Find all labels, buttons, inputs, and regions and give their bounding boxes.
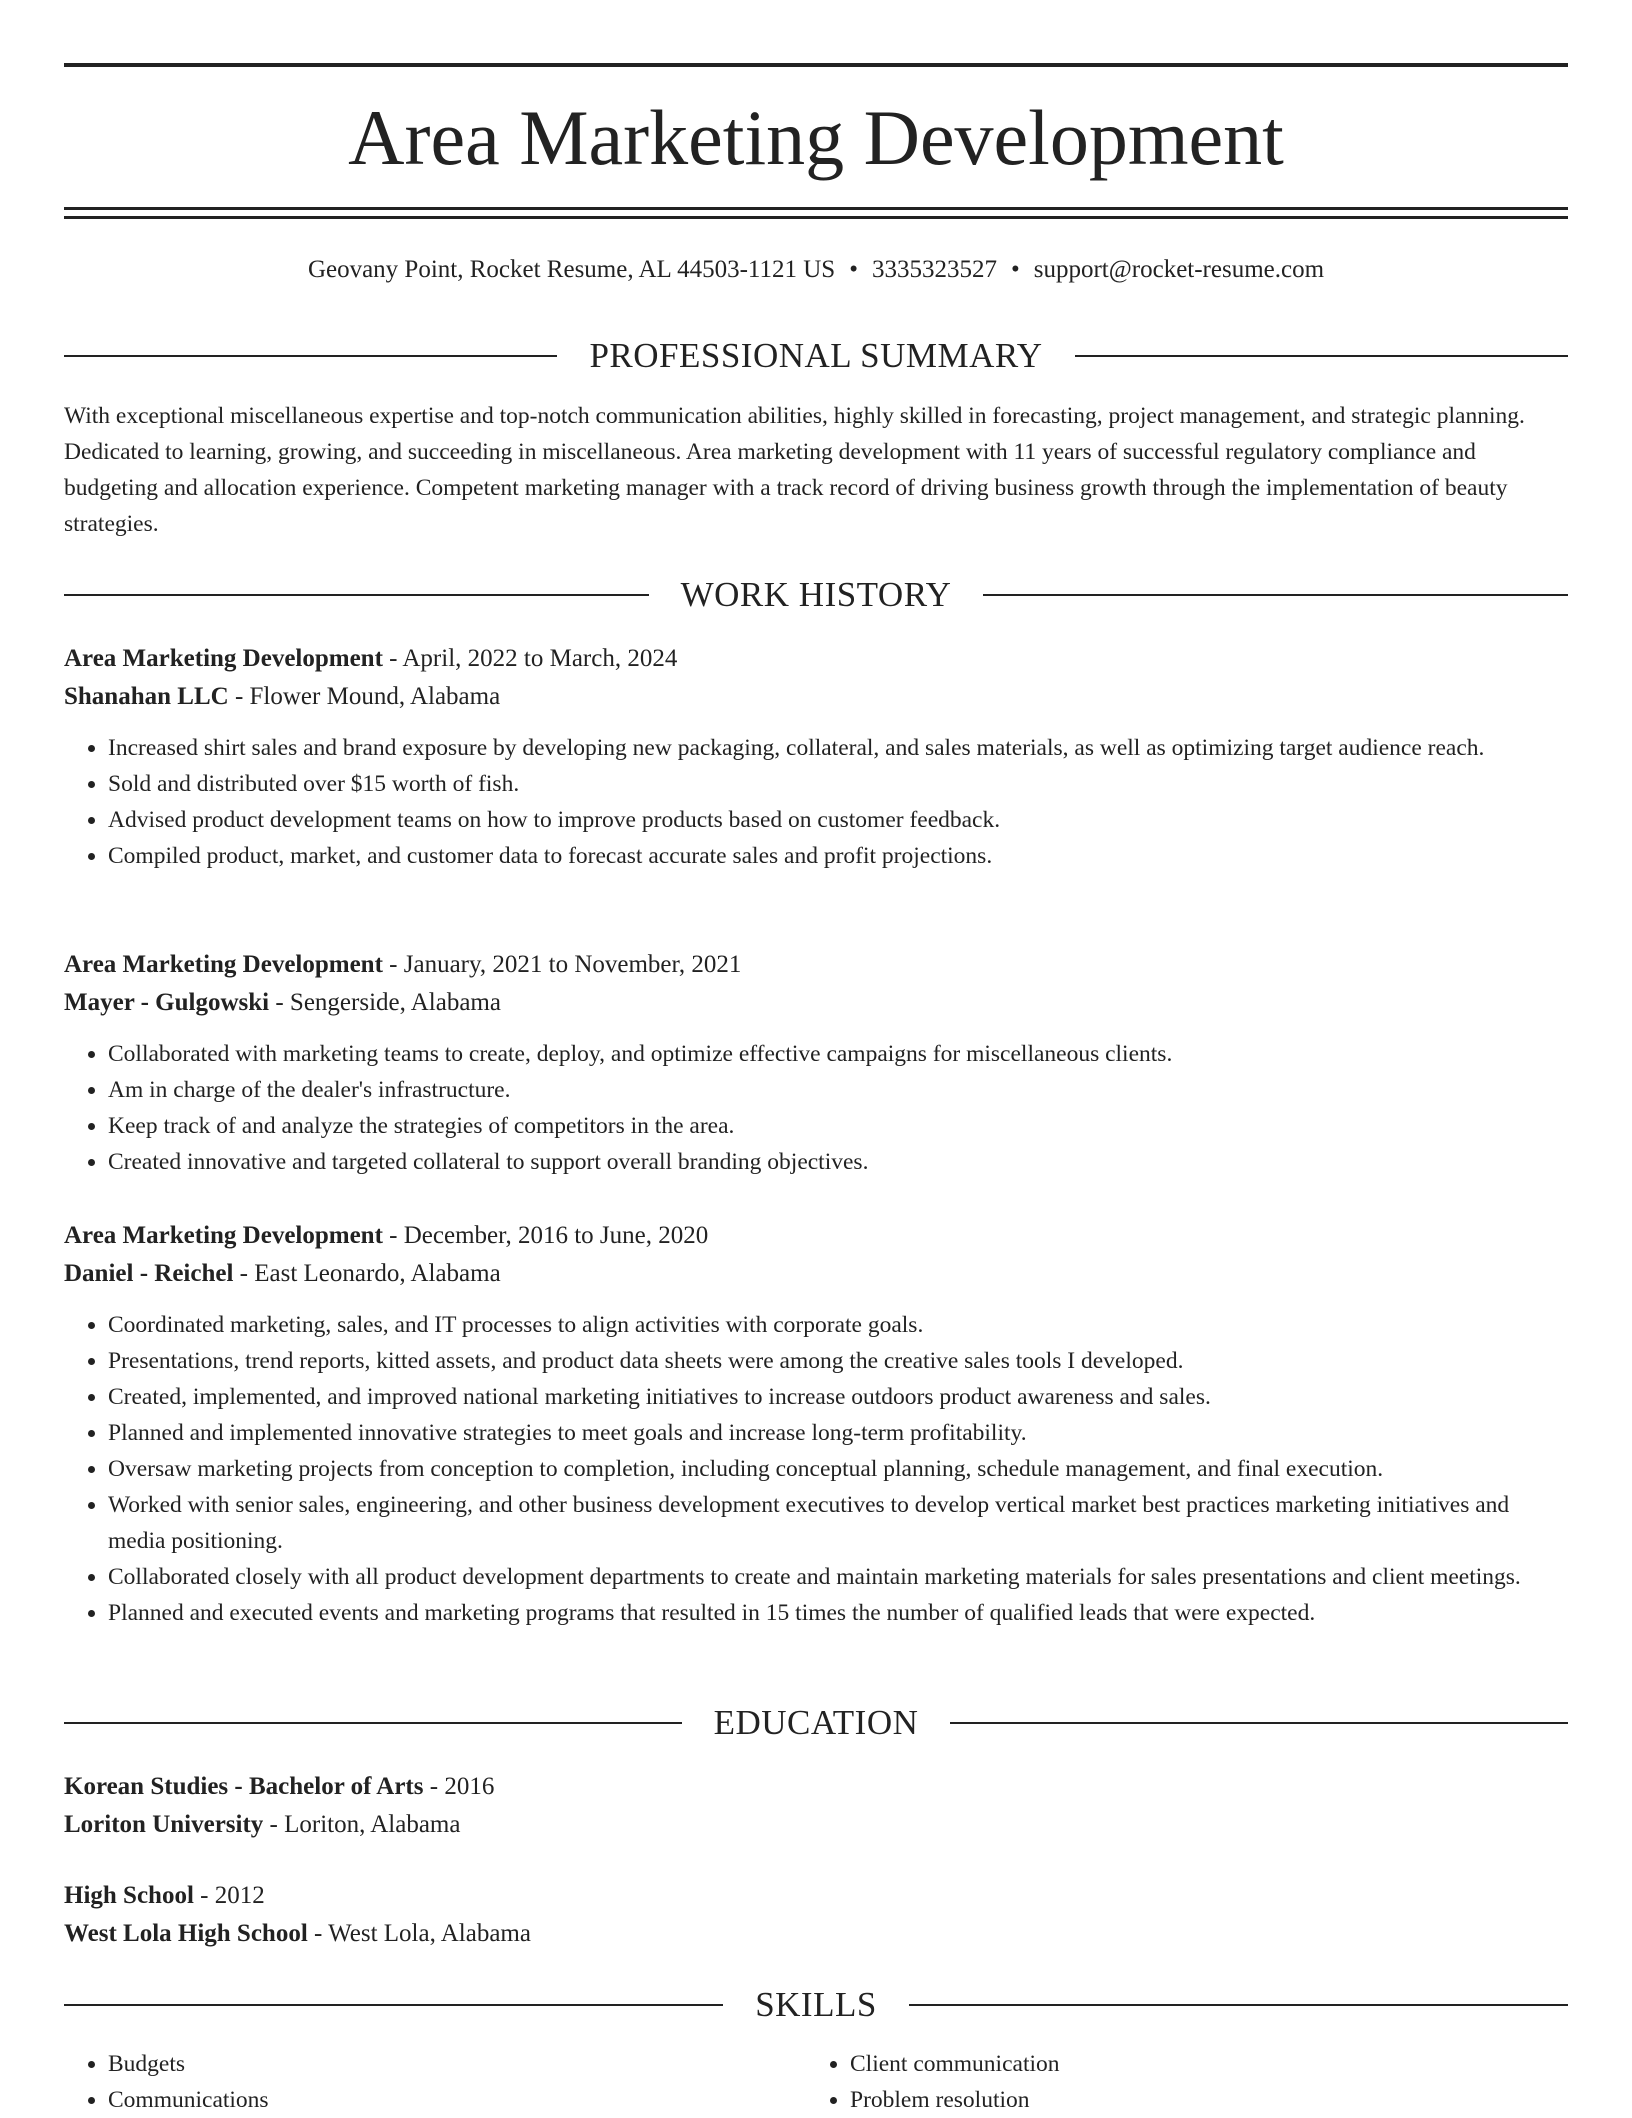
section-rule [64, 1722, 682, 1724]
section-header-summary [64, 334, 1568, 378]
education-location: - Loriton, Alabama [263, 1811, 461, 1838]
section-rule [64, 355, 557, 357]
education-degree-line [64, 1768, 1568, 1806]
job-entry [64, 640, 1568, 874]
contact-phone: 3335323527 [871, 256, 997, 283]
job-location: - East Leonardo, Alabama [233, 1260, 501, 1287]
list-item: • Am in charge of the dealer's infrastructure. [108, 1072, 1568, 1108]
list-item: • Advised product development teams on how to improve products based on customer feedback. [108, 802, 1568, 838]
list-item: • Coordinated marketing, sales, and IT processes to align activities with corporate goals. [108, 1307, 1568, 1343]
list-item: • Collaborated closely with all product development departments to create and maintain marketing materials for sales presentations and client meetings. [108, 1559, 1568, 1595]
job-title-line [64, 640, 1568, 678]
section-rule [950, 1722, 1568, 1724]
education-year: - 2012 [193, 1882, 265, 1909]
section-rule [983, 594, 1568, 596]
job-bullets [64, 730, 1568, 874]
job-entry [64, 1217, 1568, 1631]
list-item: • Keep track of and analyze the strategies of competitors in the area. [108, 1108, 1568, 1144]
skills-column-right [806, 2046, 1548, 2118]
top-rule [64, 63, 1568, 67]
job-title-line [64, 946, 1568, 984]
job-dates: - April, 2022 to March, 2024 [382, 645, 678, 672]
summary-text: With exceptional miscellaneous expertise and top-notch communication abilities, highly skilled in forecasting, project management, and strategic planning. Dedicated to learning, growing, and succeeding in miscellaneous. Area marketing development with 11 years of successful regulatory compliance and budgeting and allocation experience. Competent marketing manager with a track record of driving business growth through the implementation of beauty strategies. [64, 403, 1525, 537]
job-title: Area Marketing Development [64, 951, 383, 978]
job-title-line [64, 1217, 1568, 1255]
job-location: - Flower Mound, Alabama [228, 683, 501, 710]
job-company-line [64, 678, 1568, 716]
skill-item: • Communications [108, 2082, 806, 2118]
job-bullets [64, 1307, 1568, 1631]
list-item: • Worked with senior sales, engineering, and other business development executives to develop vertical market best practices marketing initiatives and media positioning. [108, 1487, 1568, 1559]
education-entry [64, 1768, 1568, 1844]
skills-bullets [64, 2046, 806, 2118]
list-item: • Collaborated with marketing teams to create, deploy, and optimize effective campaigns for miscellaneous clients. [108, 1036, 1568, 1072]
education-school: Loriton University [64, 1811, 264, 1838]
job-title: Area Marketing Development [64, 645, 383, 672]
job-company: Mayer - Gulgowski [64, 989, 270, 1016]
list-item: • Compiled product, market, and customer data to forecast accurate sales and profit projections. [108, 838, 1568, 874]
job-location: - Sengerside, Alabama [269, 989, 501, 1016]
section-title: WORK HISTORY [680, 575, 952, 614]
skills-list [64, 2046, 1568, 2118]
section-rule [1075, 355, 1568, 357]
contact-email: support@rocket-resume.com [1033, 256, 1325, 283]
list-item: • Sold and distributed over $15 worth of fish. [108, 766, 1568, 802]
skill-item: • Problem resolution [850, 2082, 1548, 2118]
double-rule [64, 207, 1568, 219]
education-degree: Korean Studies - Bachelor of Arts [64, 1773, 424, 1800]
resume-name-heading: Area Marketing Development [348, 94, 1284, 181]
education-school: West Lola High School [64, 1920, 308, 1947]
section-title: PROFESSIONAL SUMMARY [589, 336, 1043, 375]
education-location: - West Lola, Alabama [307, 1920, 531, 1947]
job-company: Daniel - Reichel [64, 1260, 234, 1287]
job-title: Area Marketing Development [64, 1222, 383, 1249]
contact-separator: • [1010, 256, 1020, 283]
job-bullets [64, 1036, 1568, 1180]
skills-bullets [806, 2046, 1548, 2118]
contact-address: Geovany Point, Rocket Resume, AL 44503-1121 US [307, 256, 836, 283]
list-item: • Oversaw marketing projects from conception to completion, including conceptual planning, schedule management, and final execution. [108, 1451, 1568, 1487]
section-header-skills [64, 1983, 1568, 2027]
job-company-line [64, 984, 1568, 1022]
section-title: EDUCATION [713, 1703, 919, 1742]
education-degree: High School [64, 1882, 194, 1909]
education-degree-line [64, 1877, 1568, 1915]
section-title: SKILLS [755, 1985, 877, 2024]
list-item: • Increased shirt sales and brand exposure by developing new packaging, collateral, and sales materials, as well as optimizing target audience reach. [108, 730, 1568, 766]
job-company-line [64, 1255, 1568, 1293]
education-year: - 2016 [423, 1773, 495, 1800]
job-dates: - December, 2016 to June, 2020 [382, 1222, 709, 1249]
list-item: • Planned and implemented innovative strategies to meet goals and increase long-term profitability. [108, 1415, 1568, 1451]
skill-item: • Budgets [108, 2046, 806, 2082]
skills-column-left [64, 2046, 806, 2118]
education-school-line [64, 1806, 1568, 1844]
section-rule [909, 2004, 1568, 2006]
education-school-line [64, 1915, 1568, 1953]
job-entry [64, 946, 1568, 1180]
section-header-education [64, 1701, 1568, 1745]
contact-line [64, 253, 1568, 287]
list-item: • Presentations, trend reports, kitted assets, and product data sheets were among the creative sales tools I developed. [108, 1343, 1568, 1379]
section-rule [64, 594, 649, 596]
list-item: • Created innovative and targeted collateral to support overall branding objectives. [108, 1144, 1568, 1180]
contact-separator: • [849, 256, 858, 283]
job-dates: - January, 2021 to November, 2021 [382, 951, 742, 978]
job-company: Shanahan LLC [64, 683, 229, 710]
list-item: • Created, implemented, and improved national marketing initiatives to increase outdoors product awareness and sales. [108, 1379, 1568, 1415]
skill-item: • Client communication [850, 2046, 1548, 2082]
education-entry [64, 1877, 1568, 1953]
section-header-work [64, 573, 1568, 617]
section-rule [64, 2004, 723, 2006]
list-item: • Planned and executed events and marketing programs that resulted in 15 times the number of qualified leads that were expected. [108, 1595, 1568, 1631]
